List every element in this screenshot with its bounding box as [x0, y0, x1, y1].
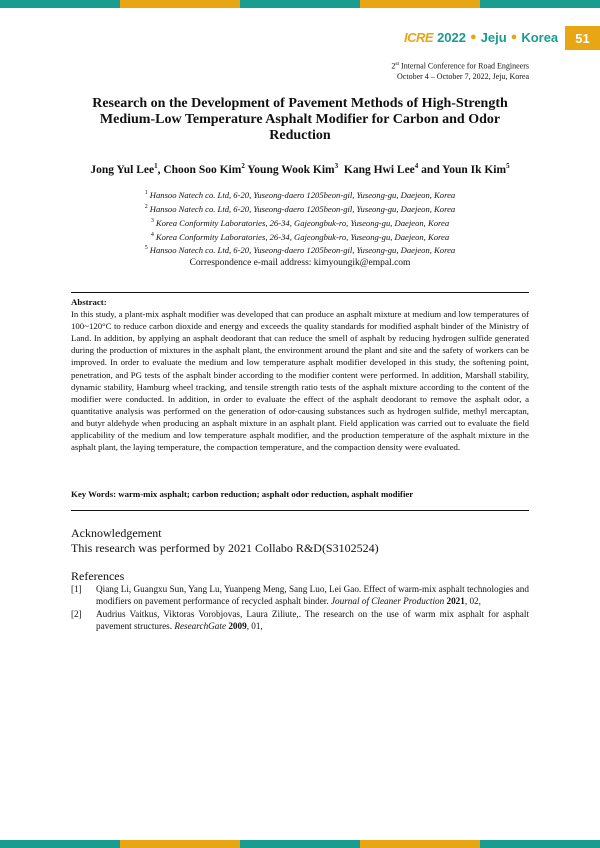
author-affiliation-mark: 1 [154, 162, 158, 170]
reference-list [71, 583, 529, 633]
affiliation-text: Hansoo Natech co. Ltd, 6-20, Yuseong-daero 1205beon-gil, Yuseong-gu, Daejeon, Korea [149, 245, 456, 256]
stripe-segment [0, 0, 120, 8]
reference-number: [2] [71, 609, 82, 619]
author-affiliation-mark: 3 [334, 162, 339, 170]
correspondence-email: Correspondence e-mail address: kimyoungik@empal.com [189, 258, 411, 268]
reference-year: 2009 [228, 621, 247, 631]
conference-logo [404, 28, 562, 46]
stripe-segment [120, 840, 240, 848]
affiliation [60, 215, 540, 229]
author-separator: , [157, 163, 164, 176]
bullet-icon: ● [469, 31, 477, 43]
affiliation-number: 3 [150, 217, 154, 224]
reference-volume: , 01, [246, 621, 263, 631]
author-name: Young Wook Kim [247, 163, 335, 176]
affiliation [60, 229, 540, 243]
conference-name: Internal Conference for Road Engineers [401, 61, 529, 71]
affiliation-text: Hansoo Natech co. Ltd, 6-20, Yuseong-daero 1205beon-gil, Yuseong-gu, Daejeon, Korea [149, 203, 456, 214]
logo-text: ICRE [404, 29, 434, 45]
reference-item [71, 608, 529, 632]
affiliation-text: Hansoo Natech co. Ltd, 6-20, Yuseong-daero 1205beon-gil, Yuseong-gu, Daejeon, Korea [149, 189, 456, 200]
reference-text [96, 583, 529, 607]
stripe-segment [120, 0, 240, 8]
logo-year: 2022 [437, 29, 466, 45]
references-heading: References [71, 569, 125, 583]
affiliation-number: 1 [144, 190, 148, 196]
author-affiliation-mark: 5 [506, 162, 510, 170]
stripe-segment [360, 840, 480, 848]
author-affiliation-mark: 2 [241, 162, 245, 170]
author-name: Kang Hwi Lee [343, 163, 415, 176]
reference-year: 2021 [446, 596, 465, 606]
conference-ordinal: 2 [391, 61, 396, 71]
affiliation [60, 187, 540, 201]
stripe-segment [480, 0, 600, 8]
author-affiliation-mark: 4 [414, 162, 419, 170]
affiliation-text: Korea Conformity Laboratories, 26-34, Gajeongbuk-ro, Yuseong-gu, Daejeon, Korea [155, 231, 450, 242]
stripe-segment [480, 840, 600, 848]
stripe-segment [0, 840, 120, 848]
author-name: Jong Yul Lee [90, 163, 155, 176]
abstract-section [71, 296, 529, 453]
bullet-icon: ● [510, 31, 518, 43]
author-name: Choon Soo Kim [163, 163, 242, 176]
paper-title: Research on the Development of Pavement Methods of High-Strength Medium-Low Temperature Asphalt Modifier for Carbon and Odor Reduction [92, 96, 508, 143]
acknowledgement-heading: Acknowledgement [71, 526, 162, 540]
author-list [60, 162, 540, 176]
reference-number: [1] [71, 584, 82, 594]
page-number: 51 [565, 26, 600, 50]
conference-ordinal-suffix: st [395, 61, 400, 67]
stripe-segment [240, 840, 360, 848]
conference-name-line [391, 59, 529, 72]
affiliation [60, 201, 540, 215]
top-stripe [0, 0, 600, 8]
affiliation-number: 2 [144, 203, 148, 210]
reference-journal: Journal of Cleaner Production [330, 596, 445, 606]
affiliation [60, 242, 540, 256]
reference-volume: , 02, [464, 596, 481, 606]
affiliation-number: 4 [150, 231, 154, 238]
reference-text [96, 608, 529, 632]
logo-city: Jeju [480, 29, 507, 45]
reference-authors-title: Qiang Li, Guangxu Sun, Yang Lu, Yuanpeng Meng, Sang Luo, Lei Gao. Effect of warm-mix asphalt technologies and modifiers on pavement performance of recycled asphalt binder. [96, 584, 529, 606]
reference-authors-title: Audrius Vaitkus, Viktoras Vorobjovas, Laura Ziliute,. The research on the use of warm mix asphalt for asphalt pavement structures. [96, 609, 529, 631]
reference-journal: ResearchGate [174, 621, 227, 631]
abstract-bottom-rule [71, 510, 529, 511]
keywords: Key Words: warm-mix asphalt; carbon reduction; asphalt odor reduction, asphalt modifier [71, 489, 414, 499]
conference-dates: October 4 – October 7, 2022, Jeju, Korea [397, 71, 529, 81]
author-separator: and [418, 163, 443, 176]
stripe-segment [240, 0, 360, 8]
bottom-stripe [0, 840, 600, 848]
abstract-body: In this study, a plant-mix asphalt modifier was developed that can produce an asphalt mixture at medium and low temperatures of 100~120°C to reduce carbon dioxide and energy and exceeds the quality standards for modified asphalt binder of the Ministry of Land. In addition, by applying an asphalt deodorant that can reduce the smell of asphalt by reducing hydrogen sulfide generated during the production of mixtures in the asphalt plant, the environment around the plant and site and the safety of workers can be improved. In order to evaluate the medium and low temperature asphalt modifier developed in this study, the softening point, penetration, and PG tests of the asphalt binder according to the modifier content were performed. In addition, Marshall stability, dynamic stability, Hamburg wheel tracking, and tensile strength ratio tests of the asphalt mixture according to the content of the modifier were conducted. In addition, in order to evaluate the effect of the asphalt deodorant to remove the asphalt odor, a quantitative analysis was performed on the generation of odor-causing substances such as hydrogen sulfide, methyl mercaptan, and butyr aldehyde when producing an asphalt mixture in an asphalt plant. Field application was carried out to evaluate the field applicability of the medium and low temperature asphalt modifier, and the production temperature of the asphalt mixture in the asphalt plant, the laying temperature, the compaction temperature, and the compaction density were evaluated. [71, 309, 529, 453]
conference-info [391, 59, 529, 82]
abstract-heading: Abstract: [71, 297, 107, 307]
reference-item [71, 583, 529, 607]
affiliation-text: Korea Conformity Laboratories, 26-34, Gajeongbuk-ro, Yuseong-gu, Daejeon, Korea [155, 217, 450, 228]
acknowledgement-text: This research was performed by 2021 Collabo R&D(S3102524) [71, 541, 379, 555]
author-name: Youn Ik Kim [442, 163, 507, 176]
affiliation-list [60, 187, 540, 256]
stripe-segment [360, 0, 480, 8]
affiliation-number: 5 [144, 245, 148, 252]
logo-country: Korea [521, 29, 559, 45]
abstract-top-rule [71, 292, 529, 293]
